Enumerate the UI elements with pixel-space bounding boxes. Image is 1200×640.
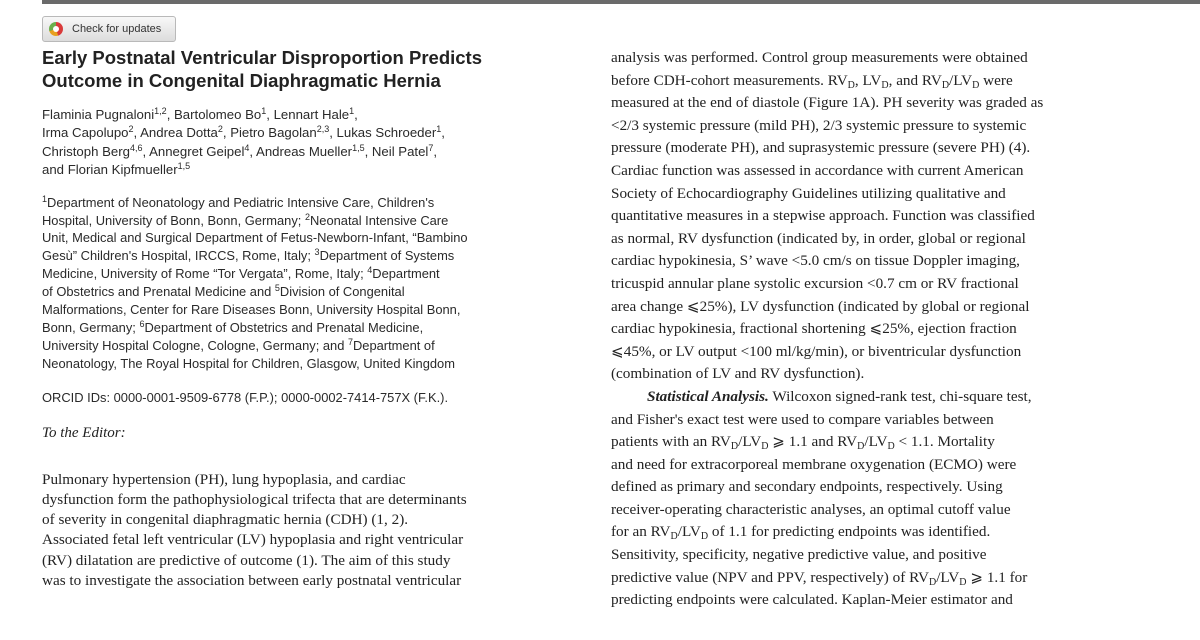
affiliation-text: Department of Neonatology and Pediatric Intensive Care, Children's [47, 194, 435, 210]
body-line: area change ⩽25%), LV dysfunction (indicated by global or regional [611, 297, 1030, 315]
affiliation-line [42, 229, 590, 247]
punct: , [854, 71, 859, 89]
subscript-d: D [761, 441, 769, 453]
body-line: ⩽45%, or LV output <100 ml/kg/min), or biventricular dysfunction [611, 342, 1022, 360]
body-text: were [983, 71, 1013, 89]
author-name: Lukas Schroeder [336, 125, 437, 141]
author-name: Bartolomeo Bo [174, 107, 262, 122]
punct: , and [888, 71, 919, 89]
body-text: < 1.1. Mortality [898, 433, 995, 451]
author-affiliation: 1 [349, 106, 355, 116]
abbr-lv: LV [862, 71, 882, 89]
affiliation-number: 2 [304, 211, 310, 222]
punct: / [864, 433, 869, 451]
body-line: Pulmonary hypertension (PH), lung hypoplasia, and cardiac [42, 470, 406, 488]
affiliation-text: Department of Obstetrics and Prenatal Medicine, [144, 319, 424, 335]
author-name: Irma Capolupo [42, 125, 129, 141]
crossmark-icon [49, 22, 63, 36]
abbr-rv: RV [650, 523, 671, 541]
body-line [611, 386, 1171, 409]
header-rule [42, 0, 1200, 4]
affiliation-line [42, 247, 590, 265]
body-line [611, 70, 1171, 93]
methods-paragraph [611, 47, 1171, 386]
body-line: tricuspid annular plane systolic excursion <0.7 cm or RV fractional [611, 274, 1019, 292]
author-name: Andreas Mueller [256, 143, 353, 159]
abbr-lv: LV [868, 433, 888, 451]
body-line: cardiac hypokinesia, S’ wave <5.0 cm/s on tissue Doppler imaging, [611, 252, 1020, 270]
abbr-lv: LV [953, 71, 973, 89]
body-line [611, 567, 1171, 590]
body-line: Cardiac function was assessed in accordance with current American [611, 161, 1024, 179]
check-for-updates-button[interactable] [42, 16, 176, 42]
affiliation-text: Neonatology, The Royal Hospital for Children, Glasgow, United Kingdom [42, 355, 455, 371]
subscript-d: D [881, 79, 889, 91]
body-line: measured at the end of diastole (Figure 1A). PH severity was graded as [611, 94, 1044, 112]
abbr-rv: RV [710, 433, 731, 451]
body-line [611, 521, 1171, 544]
author-name: Lennart Hale [273, 107, 350, 122]
body-text: of 1.1 for predicting endpoints was identified. [711, 523, 991, 541]
body-line: <2/3 systemic pressure (mild PH), 2/3 systemic pressure to systemic [611, 116, 1027, 134]
body-line: dysfunction form the pathophysiological trifecta that are determinants [42, 490, 467, 508]
affiliation-number: 1 [42, 193, 48, 204]
body-line: cardiac hypokinesia, fractional shortening ⩽25%, ejection fraction [611, 320, 1017, 338]
author-affiliation: 4 [244, 142, 250, 153]
statistics-paragraph [611, 386, 1171, 612]
subscript-d: D [887, 441, 895, 453]
affiliation-text: Malformations, Center for Rare Diseases Bonn, University Hospital Bonn, [42, 302, 461, 318]
title-line-2: Outcome in Congenital Diaphragmatic Hernia [42, 70, 441, 91]
punct: / [949, 71, 954, 89]
body-text: ⩾ 1.1 for [970, 568, 1028, 586]
body-line: receiver-operating characteristic analyses, an optimal cutoff value [611, 500, 1011, 518]
abbr-lv: LV [742, 433, 762, 451]
section-heading: Statistical Analysis. [647, 387, 769, 405]
subscript-d: D [941, 79, 950, 91]
author-name: Florian Kipfmueller [67, 162, 178, 178]
body-text: patients with an [611, 433, 708, 451]
subscript-d: D [847, 79, 855, 91]
author-name: Pietro Bagolan [230, 125, 317, 141]
affiliation-text: Neonatal Intensive Care [309, 212, 449, 228]
body-line [611, 431, 1171, 454]
author-name: Christoph Berg [42, 143, 130, 159]
author-name: Neil Patel [371, 143, 429, 159]
affiliation-number: 6 [139, 318, 145, 329]
body-line: predicting endpoints were calculated. Kaplan-Meier estimator and [611, 591, 1013, 609]
intro-paragraph [42, 470, 590, 591]
affiliation-number: 7 [347, 336, 353, 347]
affiliation-line [42, 337, 590, 355]
affiliation-text: of Obstetrics and Prenatal Medicine and [42, 284, 275, 300]
article-title [42, 46, 590, 92]
author-affiliation: 1,5 [352, 142, 365, 153]
affiliations [42, 194, 590, 373]
body-line: defined as primary and secondary endpoints, respectively. Using [611, 478, 1003, 496]
affiliation-text: Department of [352, 337, 435, 353]
author-affiliation: 2 [217, 124, 223, 135]
body-text: predictive value (NPV and PPV, respectively) of [611, 568, 906, 586]
author-affiliation: 1 [261, 106, 267, 116]
affiliation-text: Department of Systems [319, 248, 455, 264]
affiliation-text: University Hospital Cologne, Cologne, Germany; and [42, 337, 348, 353]
affiliation-text: Department [372, 266, 440, 282]
punct: / [677, 523, 682, 541]
body-text: for an [611, 523, 647, 541]
body-line: was to investigate the association between early postnatal ventricular [42, 571, 462, 589]
subscript-d: D [700, 531, 709, 543]
body-line: quantitative measures in a stepwise approach. Function was classified [611, 207, 1035, 225]
affiliation-line [42, 319, 590, 337]
subscript-d: D [730, 441, 739, 453]
body-line: of severity in congenital diaphragmatic hernia (CDH) (1, 2). [42, 511, 409, 529]
affiliation-line [42, 212, 590, 230]
body-line: Associated fetal left ventricular (LV) hypoplasia and right ventricular [42, 531, 464, 549]
body-line: as normal, RV dysfunction (indicated by, in order, global or regional [611, 229, 1026, 247]
affiliation-text: Medicine, University of Rome “Tor Vergata”, Rome, Italy; [42, 266, 368, 282]
author-affiliation: 1 [436, 124, 442, 135]
body-line: (combination of LV and RV dysfunction). [611, 365, 865, 383]
body-line: and Fisher's exact test were used to compare variables between [611, 410, 994, 428]
body-text: ⩾ 1.1 and [772, 433, 834, 451]
title-line-1: Early Postnatal Ventricular Disproportion Predicts [42, 47, 483, 68]
author-list: Flaminia Pugnaloni$^{1,2}$, Bartolomeo Bo$^1$, Lennart Hale$^1$, Irma Capolupo$^2$, Andrea Dotta$^2$, Pietro Bagolan$^{2,3}$, Lukas Schroeder$^1$, Christoph Berg$^{4,6}$, Annegret Geipel$^4$, Andreas Mueller$^{1,5}$, Neil Patel$^7$, and Florian Kipfmueller$^{1,5}$ [42, 106, 445, 178]
affiliation-text: Unit, Medical and Surgical Department of Fetus-Newborn-Infant, “Bambino [42, 230, 468, 246]
author-name: Flaminia Pugnaloni [42, 107, 155, 122]
author-affiliation: 1,5 [177, 161, 191, 172]
right-column [611, 47, 1171, 612]
affiliation-line [42, 355, 590, 373]
abbr-lv: LV [682, 523, 701, 541]
body-text: Wilcoxon signed-rank test, chi-square test, [772, 387, 1032, 405]
punct: / [738, 433, 743, 451]
author-affiliation: 2 [128, 124, 134, 135]
punct: / [936, 568, 941, 586]
abbr-rv: RV [827, 71, 848, 89]
body-text: before CDH-cohort measurements. [611, 71, 824, 89]
author-name: Annegret Geipel [149, 143, 245, 159]
body-line: pressure (moderate PH), and suprasystemic pressure (severe PH) (4). [611, 139, 1031, 157]
affiliation-text: Gesù” Children's Hospital, IRCCS, Rome, Italy; [42, 248, 315, 264]
body-line: and need for extracorporeal membrane oxygenation (ECMO) were [611, 455, 1017, 473]
body-line: Society of Echocardiography Guidelines utilizing qualitative and [611, 184, 1006, 202]
affiliation-number: 3 [314, 247, 320, 258]
abbr-lv: LV [940, 568, 960, 586]
author-name: Andrea Dotta [140, 125, 218, 141]
affiliation-number: 4 [367, 265, 373, 276]
affiliation-line [42, 283, 590, 301]
abbr-rv: RV [837, 433, 858, 451]
author-affiliation: 7 [428, 142, 434, 153]
author-affiliation: 1,2 [154, 106, 167, 116]
subscript-d: D [928, 576, 937, 588]
subscript-d: D [857, 441, 865, 453]
subscript-d: D [670, 531, 678, 543]
affiliation-text: Hospital, University of Bonn, Bonn, Germany; [42, 212, 305, 228]
salutation: To the Editor: [42, 424, 126, 441]
affiliation-number: 5 [274, 283, 280, 294]
affiliation-text: Bonn, Germany; [42, 319, 140, 335]
author-affiliation: 2,3 [316, 124, 330, 135]
abbr-rv: RV [909, 568, 929, 586]
affiliation-line [42, 194, 590, 212]
left-column [42, 46, 590, 591]
body-line: analysis was performed. Control group measurements were obtained [611, 49, 1028, 66]
affiliation-line [42, 265, 590, 283]
body-line: Sensitivity, specificity, negative predictive value, and positive [611, 546, 987, 564]
body-line: (RV) dilatation are predictive of outcome (1). The aim of this study [42, 551, 451, 569]
affiliation-line [42, 301, 590, 319]
author-conjunction: and [42, 162, 65, 178]
abbr-rv: RV [921, 71, 942, 89]
subscript-d: D [972, 79, 980, 91]
check-for-updates-label: Check for updates [72, 23, 162, 35]
subscript-d: D [959, 576, 967, 588]
affiliation-text: Division of Congenital [279, 284, 405, 300]
author-affiliation: 4,6 [129, 142, 143, 153]
orcid-ids: ORCID IDs: 0000-0001-9509-6778 (F.P.); 0000-0002-7414-757X (F.K.). [42, 389, 449, 405]
